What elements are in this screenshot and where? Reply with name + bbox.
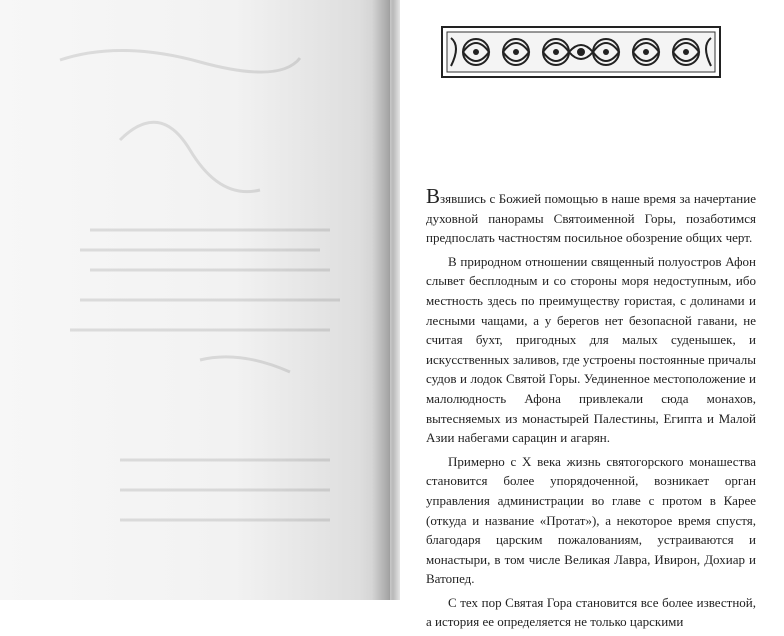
paragraph-2: В природном отношении священный полуостров Афон слывет бесплодным и со стороны моря недоступным, ибо местность здесь по преимуществу гористая, с долинами и лесными чащами, а у берегов нет безопасной гавани, не считая бухт, пригодных для малых суденышек, и искусственных заливов, где устроены постоянные причалы судов и лодок Святой Горы. Уединенное местоположение и малолюдность Афона привлекали сюда монахов, вытесняемых из монастырей Палестины, Египта и Малой Азии набегами сарацин и агарян.	[426, 253, 756, 446]
ornamental-headpiece	[441, 26, 721, 78]
drop-cap: В	[426, 184, 441, 208]
body-text	[426, 186, 756, 636]
left-page-ghost-image	[0, 0, 390, 600]
paragraph-1	[426, 186, 756, 248]
paragraph-4: С тех пор Святая Гора становится все более известной, а история ее определяется не только царскими	[426, 594, 756, 630]
left-page-bleedthrough	[0, 0, 390, 600]
page-gutter-shadow	[372, 0, 402, 600]
paragraph-3: Примерно с X века жизнь святогорского монашества становится более упорядоченной, возникает орган управления администрации во главе с протом в Карее (откуда и название «Протат»), а некоторое время спустя, благодаря царским пожалованиям, устраиваются и монастыри, в том числе Великая Лавра, Ивирон, Дохиар и Ватопед.	[426, 453, 756, 587]
paragraph-1-text: зявшись с Божией помощью в наше время за начертание духовной панорамы Святоименной Горы, позаботимся предпослать частностям посильное обозрение общих черт.	[426, 191, 756, 246]
